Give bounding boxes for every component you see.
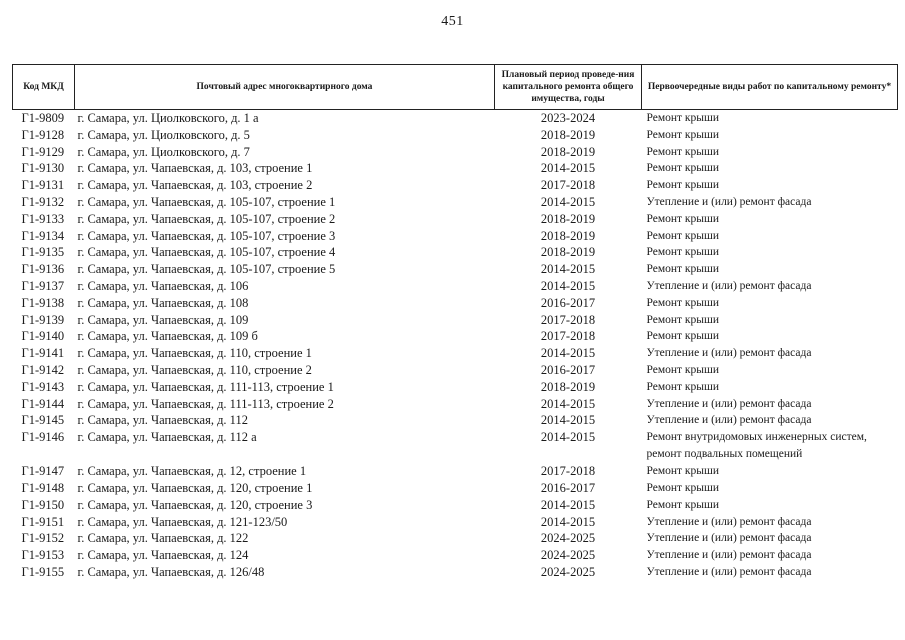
page-number: 451 xyxy=(441,14,464,29)
cell-address: г. Самара, ул. Чапаевская, д. 109 xyxy=(77,312,249,327)
table-row xyxy=(13,261,898,278)
cell-code: Г1-9135 xyxy=(21,245,65,260)
cell-code: Г1-9153 xyxy=(21,548,65,563)
table-row xyxy=(13,160,898,177)
cell-address: г. Самара, ул. Чапаевская, д. 108 xyxy=(77,295,249,310)
cell-period: 2018-2019 xyxy=(540,127,596,142)
table-row xyxy=(13,127,898,144)
cell-works: Ремонт крыши xyxy=(646,112,720,124)
cell-works: Ремонт крыши xyxy=(646,263,720,276)
cell-code: Г1-9152 xyxy=(21,531,65,546)
table-row xyxy=(13,228,898,245)
cell-period: 2016-2017 xyxy=(540,480,596,495)
cell-period: 2024-2025 xyxy=(540,564,596,579)
cell-works: Утепление и (или) ремонт фасада xyxy=(646,397,812,410)
cell-address: г. Самара, ул. Чапаевская, д. 110, строение 1 xyxy=(77,346,312,361)
cell-address: г. Самара, ул. Чапаевская, д. 110, строение 2 xyxy=(77,362,312,377)
cell-code: Г1-9147 xyxy=(21,464,65,479)
cell-works: Утепление и (или) ремонт фасада xyxy=(646,195,812,208)
cell-address: г. Самара, ул. Чапаевская, д. 12, строение 1 xyxy=(77,464,307,479)
header-works: Первоочередные виды работ по капитальному ремонту* xyxy=(642,65,898,110)
cell-works: Ремонт крыши xyxy=(646,330,720,343)
cell-works: Утепление и (или) ремонт фасада xyxy=(646,532,812,545)
table-row xyxy=(13,328,898,345)
cell-period: 2017-2018 xyxy=(540,178,596,193)
cell-works: Ремонт крыши xyxy=(646,179,720,192)
cell-code: Г1-9134 xyxy=(21,228,65,243)
table-row xyxy=(13,564,898,581)
cell-period: 2024-2025 xyxy=(540,548,596,563)
cell-address: г. Самара, ул. Чапаевская, д. 103, строение 2 xyxy=(77,178,313,193)
table-row xyxy=(13,211,898,228)
cell-address: г. Самара, ул. Циолковского, д. 1 а xyxy=(77,111,259,125)
cell-code: Г1-9136 xyxy=(21,262,65,277)
cell-period: 2017-2018 xyxy=(540,312,596,327)
cell-address: г. Самара, ул. Циолковского, д. 5 xyxy=(77,127,250,142)
table-header xyxy=(13,65,898,110)
cell-period: 2014-2015 xyxy=(540,262,596,277)
cell-address: г. Самара, ул. Чапаевская, д. 126/48 xyxy=(77,564,265,579)
cell-period: 2018-2019 xyxy=(540,245,596,260)
cell-works: Ремонт крыши xyxy=(646,481,720,494)
cell-period: 2014-2015 xyxy=(540,278,596,293)
table-row xyxy=(13,244,898,261)
cell-address: г. Самара, ул. Чапаевская, д. 103, строение 1 xyxy=(77,161,313,176)
cell-code: Г1-9145 xyxy=(21,413,65,428)
cell-code: Г1-9131 xyxy=(21,178,65,193)
cell-code: Г1-9129 xyxy=(21,144,65,159)
cell-code: Г1-9133 xyxy=(21,211,65,226)
cell-works: Ремонт крыши xyxy=(646,465,720,478)
cell-works: Ремонт крыши xyxy=(646,363,720,376)
table-row xyxy=(13,194,898,211)
cell-code: Г1-9146 xyxy=(21,430,65,445)
cell-works: Ремонт крыши xyxy=(646,212,720,225)
cell-works: Утепление и (или) ремонт фасада xyxy=(646,279,812,292)
table-row xyxy=(13,412,898,429)
cell-works: Ремонт крыши xyxy=(646,229,720,242)
table-row xyxy=(13,312,898,329)
cell-period: 2024-2025 xyxy=(540,531,596,546)
cell-works: Ремонт крыши xyxy=(646,246,720,259)
cell-address: г. Самара, ул. Чапаевская, д. 105-107, строение 5 xyxy=(77,262,336,277)
table-row xyxy=(13,110,898,127)
cell-code: Г1-9148 xyxy=(21,480,65,495)
table-header-row xyxy=(13,65,898,110)
capital-repair-table xyxy=(12,64,898,581)
cell-period: 2014-2015 xyxy=(540,396,596,411)
cell-address: г. Самара, ул. Чапаевская, д. 120, строение 1 xyxy=(77,480,313,495)
cell-code: Г1-9150 xyxy=(21,497,65,512)
table-row xyxy=(13,144,898,161)
table-row xyxy=(13,362,898,379)
header-address: Почтовый адрес многоквартирного дома xyxy=(75,65,495,110)
cell-works: Ремонт крыши xyxy=(646,128,720,141)
cell-period: 2014-2015 xyxy=(540,194,596,209)
cell-period: 2017-2018 xyxy=(540,464,596,479)
cell-address: г. Самара, ул. Чапаевская, д. 105-107, строение 4 xyxy=(77,245,336,260)
header-period: Плановый период проведе-ния капитального ремонта общего имущества, годы xyxy=(495,65,642,110)
cell-period: 2016-2017 xyxy=(540,295,596,310)
table-row xyxy=(13,295,898,312)
cell-address: г. Самара, ул. Чапаевская, д. 105-107, строение 1 xyxy=(77,194,336,209)
cell-works: Ремонт внутридомовых инженерных систем, ремонт подвальных помещений xyxy=(646,431,867,460)
cell-period: 2014-2015 xyxy=(540,413,596,428)
cell-period: 2014-2015 xyxy=(540,514,596,529)
cell-works: Утепление и (или) ремонт фасада xyxy=(646,549,812,562)
cell-works: Ремонт крыши xyxy=(646,380,720,393)
cell-works: Утепление и (или) ремонт фасада xyxy=(646,414,812,427)
cell-period: 2018-2019 xyxy=(540,144,596,159)
cell-address: г. Самара, ул. Чапаевская, д. 105-107, строение 2 xyxy=(77,211,336,226)
cell-code: Г1-9137 xyxy=(21,278,65,293)
table-row xyxy=(13,379,898,396)
cell-code: Г1-9140 xyxy=(21,329,65,344)
cell-code: Г1-9130 xyxy=(21,161,65,176)
table-row xyxy=(13,514,898,531)
cell-code: Г1-9155 xyxy=(21,564,65,579)
cell-code: Г1-9143 xyxy=(21,379,65,394)
cell-address: г. Самара, ул. Чапаевская, д. 105-107, строение 3 xyxy=(77,228,336,243)
cell-works: Утепление и (или) ремонт фасада xyxy=(646,347,812,360)
cell-address: г. Самара, ул. Чапаевская, д. 111-113, строение 2 xyxy=(77,396,334,411)
cell-address: г. Самара, ул. Чапаевская, д. 106 xyxy=(77,278,249,293)
cell-code: Г1-9141 xyxy=(21,346,65,361)
cell-code: Г1-9139 xyxy=(21,312,65,327)
table-row xyxy=(13,278,898,295)
cell-works: Ремонт крыши xyxy=(646,498,720,511)
cell-works: Ремонт крыши xyxy=(646,145,720,158)
cell-period: 2014-2015 xyxy=(540,497,596,512)
cell-address: г. Самара, ул. Чапаевская, д. 109 б xyxy=(77,329,258,344)
table-row xyxy=(13,345,898,362)
header-code: Код МКД xyxy=(13,65,75,110)
table-row xyxy=(13,429,898,463)
cell-code: Г1-9138 xyxy=(21,295,65,310)
cell-address: г. Самара, ул. Чапаевская, д. 112 а xyxy=(77,430,257,445)
cell-works: Утепление и (или) ремонт фасада xyxy=(646,565,812,578)
cell-period: 2018-2019 xyxy=(540,211,596,226)
cell-code: Г1-9144 xyxy=(21,396,65,411)
cell-period: 2014-2015 xyxy=(540,346,596,361)
cell-period: 2016-2017 xyxy=(540,362,596,377)
cell-code: Г1-9128 xyxy=(21,127,65,142)
cell-period: 2017-2018 xyxy=(540,329,596,344)
cell-period: 2014-2015 xyxy=(540,161,596,176)
cell-address: г. Самара, ул. Чапаевская, д. 124 xyxy=(77,548,249,563)
cell-works: Ремонт крыши xyxy=(646,296,720,309)
table-body xyxy=(13,110,898,581)
table-row xyxy=(13,530,898,547)
table-row xyxy=(13,480,898,497)
cell-period: 2023-2024 xyxy=(540,111,596,125)
table-row xyxy=(13,177,898,194)
cell-works: Ремонт крыши xyxy=(646,162,720,175)
cell-code: Г1-9151 xyxy=(21,514,65,529)
table-row xyxy=(13,396,898,413)
cell-address: г. Самара, ул. Чапаевская, д. 121-123/50 xyxy=(77,514,288,529)
cell-address: г. Самара, ул. Чапаевская, д. 112 xyxy=(77,413,248,428)
table-row xyxy=(13,547,898,564)
cell-works: Ремонт крыши xyxy=(646,313,720,326)
cell-code: Г1-9142 xyxy=(21,362,65,377)
cell-period: 2018-2019 xyxy=(540,379,596,394)
cell-address: г. Самара, ул. Циолковского, д. 7 xyxy=(77,144,250,159)
cell-works: Утепление и (или) ремонт фасада xyxy=(646,515,812,528)
cell-code: Г1-9809 xyxy=(21,111,65,125)
table-row xyxy=(13,497,898,514)
cell-address: г. Самара, ул. Чапаевская, д. 122 xyxy=(77,531,249,546)
cell-code: Г1-9132 xyxy=(21,194,65,209)
cell-address: г. Самара, ул. Чапаевская, д. 111-113, строение 1 xyxy=(77,379,334,394)
cell-period: 2014-2015 xyxy=(540,430,596,445)
cell-address: г. Самара, ул. Чапаевская, д. 120, строение 3 xyxy=(77,497,313,512)
cell-period: 2018-2019 xyxy=(540,228,596,243)
table-row xyxy=(13,463,898,480)
